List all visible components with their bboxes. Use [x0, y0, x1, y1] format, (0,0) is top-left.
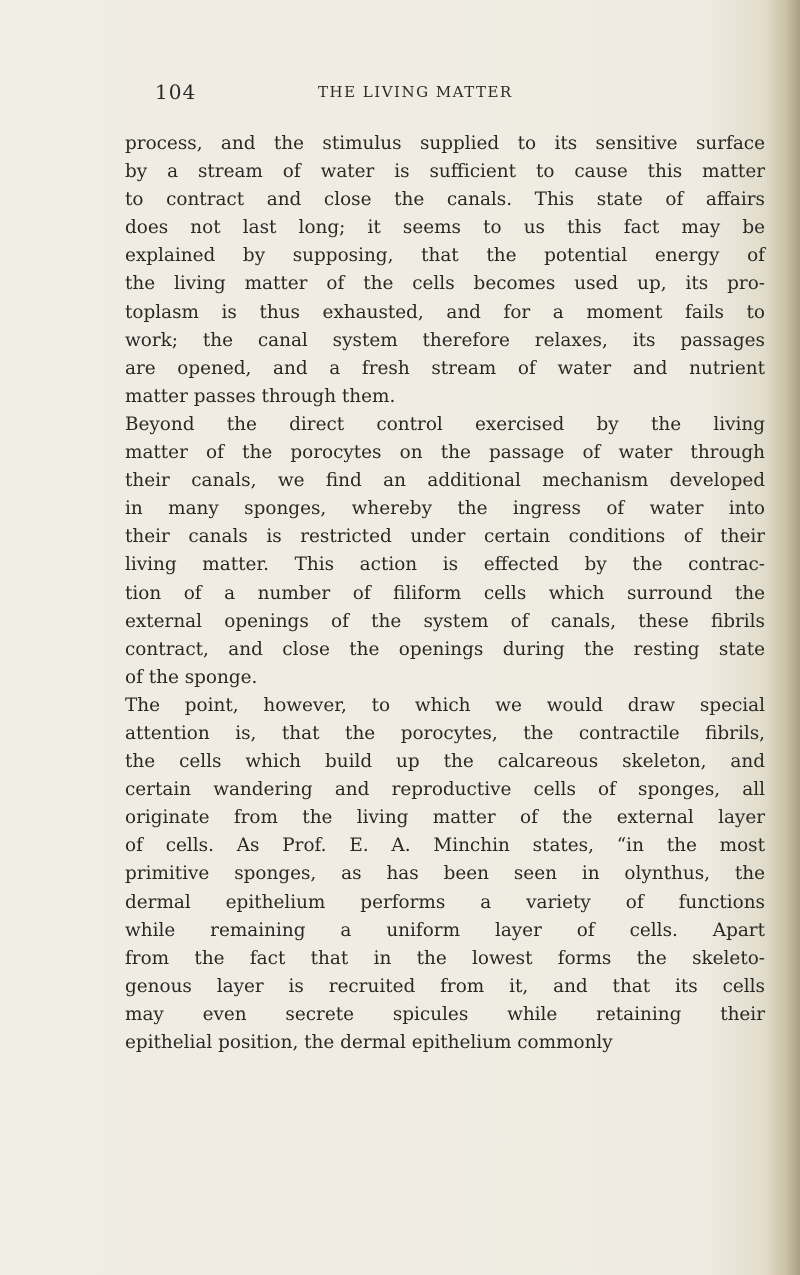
text-line: of cells. As Prof. E. A. Minchin states, “in the most	[125, 835, 765, 857]
text-line: primitive sponges, as has been seen in olynthus, the	[125, 863, 765, 885]
text-line: does not last long; it seems to us this fact may be	[125, 217, 765, 239]
text-line: their canals, we find an additional mechanism developed	[125, 470, 765, 492]
text-line: explained by supposing, that the potential energy of	[125, 245, 765, 267]
text-line: toplasm is thus exhausted, and for a moment fails to	[125, 301, 765, 323]
text-line: may even secrete spicules while retaining their	[125, 1003, 765, 1025]
paragraph-start-line: The point, however, to which we would draw special	[125, 694, 765, 716]
page-header	[0, 80, 800, 110]
text-line: dermal epithelium performs a variety of functions	[125, 891, 765, 913]
text-line: the living matter of the cells becomes used up, its pro-	[125, 273, 765, 295]
text-line: contract, and close the openings during the resting state	[125, 638, 765, 660]
text-line: to contract and close the canals. This state of affairs	[125, 189, 765, 211]
text-line: from the fact that in the lowest forms the skeleto-	[125, 947, 765, 969]
text-line: originate from the living matter of the external layer	[125, 807, 765, 829]
text-line: by a stream of water is sufficient to cause this matter	[125, 161, 765, 183]
text-line: of the sponge.	[125, 666, 258, 688]
text-line: while remaining a uniform layer of cells. Apart	[125, 919, 765, 941]
page-number: 104	[155, 80, 197, 104]
text-line: certain wandering and reproductive cells of sponges, all	[125, 779, 765, 801]
body-text	[125, 130, 765, 1057]
text-line: matter passes through them.	[125, 385, 396, 407]
text-line: work; the canal system therefore relaxes, its passages	[125, 329, 765, 351]
running-head: THE LIVING MATTER	[318, 83, 513, 101]
text-line: the cells which build up the calcareous skeleton, and	[125, 751, 765, 773]
text-line: their canals is restricted under certain conditions of their	[125, 526, 765, 548]
text-line: epithelial position, the dermal epithelium commonly	[125, 1032, 613, 1053]
text-line: in many sponges, whereby the ingress of water into	[125, 498, 765, 520]
text-line: external openings of the system of canals, these fibrils	[125, 610, 765, 632]
paragraph-start-line: Beyond the direct control exercised by the living	[125, 413, 765, 435]
text-line: matter of the porocytes on the passage of water through	[125, 442, 765, 464]
text-line: genous layer is recruited from it, and that its cells	[125, 975, 765, 997]
text-line: attention is, that the porocytes, the contractile fibrils,	[125, 722, 765, 744]
page-edge-shadow	[766, 0, 800, 1275]
text-line: are opened, and a fresh stream of water and nutrient	[125, 357, 765, 379]
text-line: process, and the stimulus supplied to its sensitive surface	[125, 133, 765, 154]
text-line: living matter. This action is effected by the contrac-	[125, 554, 765, 576]
text-line: tion of a number of filiform cells which surround the	[125, 582, 765, 604]
